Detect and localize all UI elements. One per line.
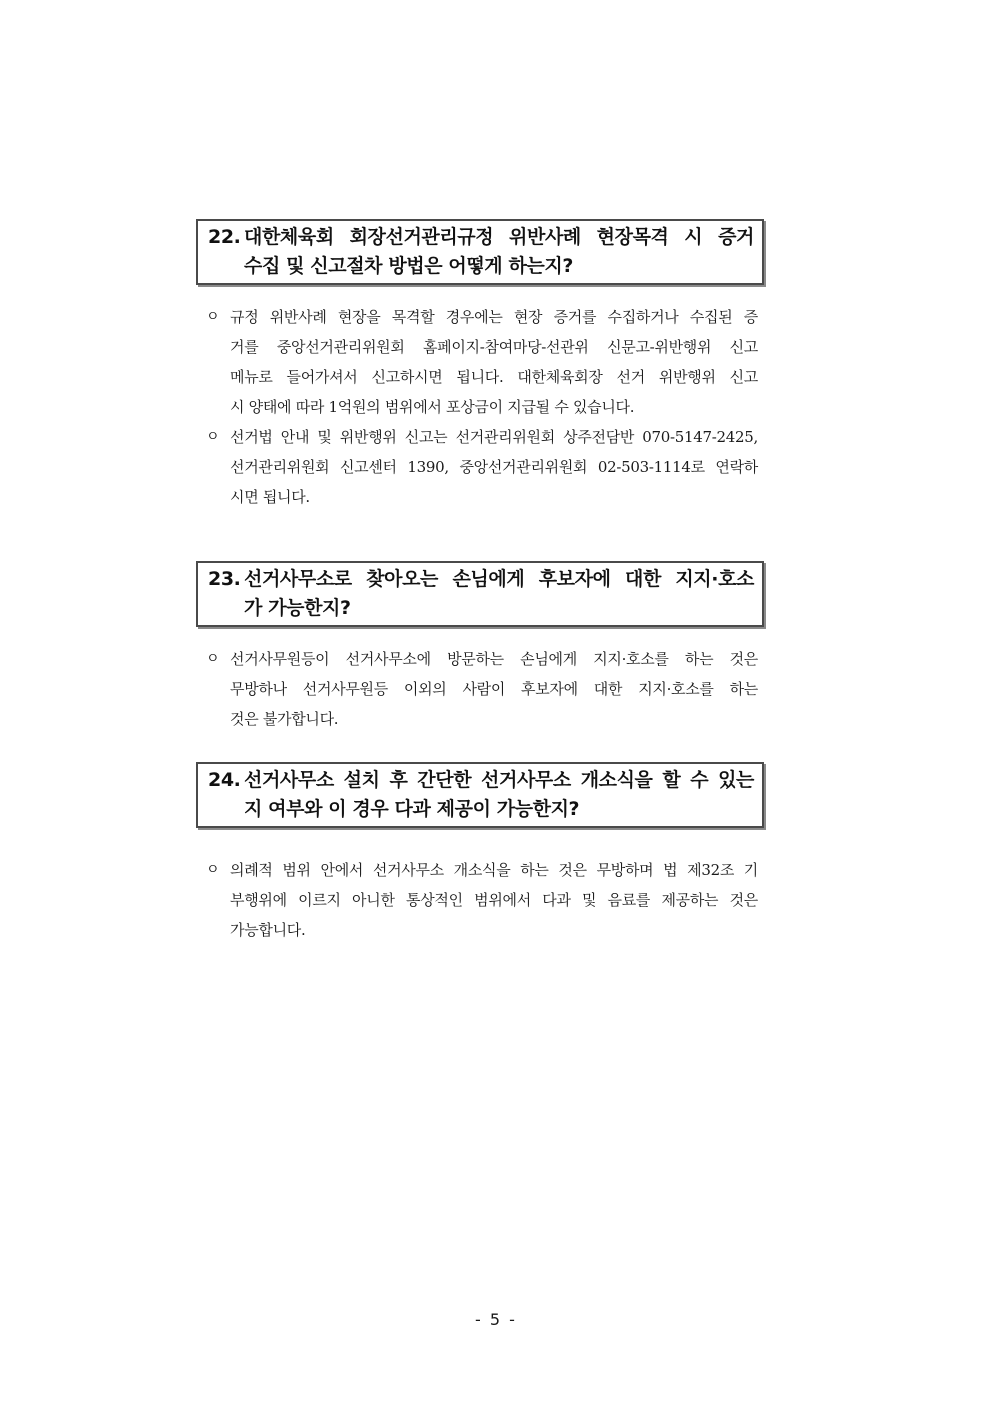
question-22-box <box>196 219 764 285</box>
answer-22-item-2-line: 시면 됩니다. <box>230 488 310 506</box>
question-23-line-1 <box>208 565 754 594</box>
question-23-box <box>196 561 764 627</box>
question-24-line-1 <box>208 766 754 795</box>
question-24-number: 24. <box>208 769 241 791</box>
answer-22-item-1 <box>206 302 758 422</box>
bullet-circle: ㅇ <box>206 309 220 325</box>
question-23-text-2: 가 가능한지? <box>244 597 351 619</box>
answer-22-item-1-line: 거를 중앙선거관리위원회 홈페이지-참여마당-선관위 신문고-위반행위 신고 <box>230 338 758 356</box>
answer-24-item-1 <box>206 855 758 945</box>
question-24-box <box>196 762 764 828</box>
answer-23-item-1-line: 선거사무원등이 선거사무소에 방문하는 손님에게 지지·호소를 하는 것은 <box>230 650 758 668</box>
answer-22-item-1-line: 메뉴로 들어가셔서 신고하시면 됩니다. 대한체육회장 선거 위반행위 신고 <box>230 368 758 386</box>
answer-24-item-1-line: 가능합니다. <box>230 921 306 939</box>
answer-22-item-1-line: 시 양태에 따라 1억원의 범위에서 포상금이 지급될 수 있습니다. <box>230 398 635 416</box>
question-22-number: 22. <box>208 226 241 248</box>
question-23-line-2 <box>208 594 754 623</box>
question-23-text-1: 선거사무소로 찾아오는 손님에게 후보자에 대한 지지·호소 <box>244 568 754 590</box>
question-22-text-2: 수집 및 신고절차 방법은 어떻게 하는지? <box>244 255 573 277</box>
answer-22 <box>206 302 758 512</box>
answer-22-item-1-line: 규정 위반사례 현장을 목격할 경우에는 현장 증거를 수집하거나 수집된 증 <box>230 308 758 326</box>
question-22-text-1: 대한체육회 회장선거관리규정 위반사례 현장목격 시 증거 <box>244 226 754 248</box>
answer-23-item-1-line: 것은 불가합니다. <box>230 710 339 728</box>
answer-24-item-1-line: 의례적 범위 안에서 선거사무소 개소식을 하는 것은 무방하며 법 제32조 기 <box>230 861 758 879</box>
answer-22-item-2 <box>206 422 758 512</box>
question-24-text-2: 지 여부와 이 경우 다과 제공이 가능한지? <box>244 798 580 820</box>
bullet-circle: ㅇ <box>206 862 220 878</box>
answer-23-item-1 <box>206 644 758 734</box>
answer-24-item-1-line: 부행위에 이르지 아니한 통상적인 범위에서 다과 및 음료를 제공하는 것은 <box>230 891 758 909</box>
question-24-text-1: 선거사무소 설치 후 간단한 선거사무소 개소식을 할 수 있는 <box>244 769 754 791</box>
answer-23 <box>206 644 758 734</box>
question-23-number: 23. <box>208 568 241 590</box>
question-22-line-1 <box>208 223 754 252</box>
answer-23-item-1-line: 무방하나 선거사무원등 이외의 사람이 후보자에 대한 지지·호소를 하는 <box>230 680 758 698</box>
bullet-circle: ㅇ <box>206 429 220 445</box>
page-number: - 5 - <box>475 1310 517 1329</box>
bullet-circle: ㅇ <box>206 651 220 667</box>
answer-22-item-2-line: 선거법 안내 및 위반행위 신고는 선거관리위원회 상주전담반 070-5147-2425, <box>230 428 758 446</box>
answer-24 <box>206 855 758 945</box>
question-24-line-2 <box>208 795 754 824</box>
question-22-line-2 <box>208 252 754 281</box>
answer-22-item-2-line: 선거관리위원회 신고센터 1390, 중앙선거관리위원회 02-503-1114로 연락하 <box>230 458 758 476</box>
